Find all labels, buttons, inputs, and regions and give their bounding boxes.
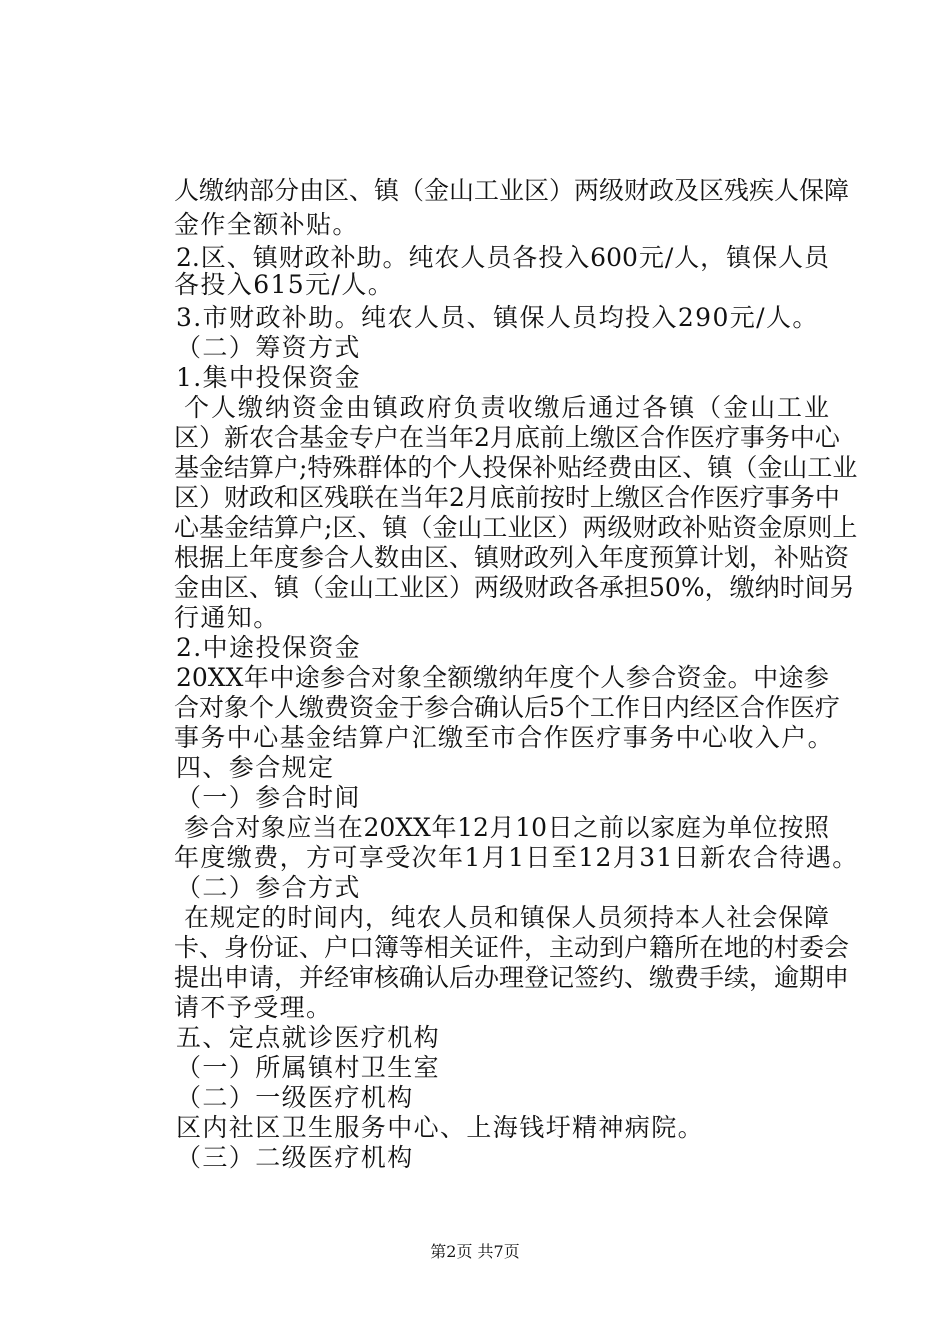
subsection-heading: （一）所属镇村卫生室 — [176, 1053, 441, 1082]
text-line: 区）财政和区残联在当年2月底前按时上缴区合作医疗事务中 — [174, 483, 840, 512]
text-line: 区）新农合基金专户在当年2月底前上缴区合作医疗事务中心 — [174, 423, 840, 452]
subsection-heading: 1.集中投保资金 — [176, 363, 362, 392]
text-line: 20XX年中途参合对象全额缴纳年度个人参合资金。中途参 — [176, 663, 829, 692]
subsection-heading: （二）一级医疗机构 — [176, 1083, 414, 1112]
text-line: 合对象个人缴费资金于参合确认后5个工作日内经区合作医疗 — [174, 693, 840, 722]
text-line: 事务中心基金结算户汇缴至市合作医疗事务中心收入户。 — [174, 723, 835, 752]
text-line: 个人缴纳资金由镇政府负责收缴后通过各镇（金山工业 — [184, 393, 829, 422]
subsection-heading: （三）二级医疗机构 — [176, 1143, 414, 1172]
text-line: 根据上年度参合人数由区、镇财政列入年度预算计划，补贴资 — [174, 543, 850, 572]
text-line: 在规定的时间内，纯农人员和镇保人员须持本人社会保障 — [184, 903, 829, 932]
text-line: 区内社区卫生服务中心、上海钱圩精神病院。 — [176, 1113, 705, 1142]
text-line: 人缴纳部分由区、镇（金山工业区）两级财政及区残疾人保障 — [174, 176, 850, 205]
section-heading: 五、定点就诊医疗机构 — [176, 1023, 441, 1052]
text-line: 心基金结算户;区、镇（金山工业区）两级财政补贴资金原则上 — [174, 513, 858, 542]
section-heading: （二）筹资方式 — [176, 333, 361, 362]
text-line: 请不予受理。 — [174, 993, 333, 1022]
text-line: 2.区、镇财政补助。纯农人员各投入600元/人，镇保人员 — [176, 243, 829, 272]
section-heading: 四、参合规定 — [176, 753, 335, 782]
subsection-heading: （一）参合时间 — [176, 783, 361, 812]
text-line: 金由区、镇（金山工业区）两级财政各承担50%，缴纳时间另 — [174, 573, 855, 602]
subsection-heading: （二）参合方式 — [176, 873, 361, 902]
subsection-heading: 2.中途投保资金 — [176, 633, 362, 662]
text-line: 各投入615元/人。 — [174, 270, 395, 299]
text-line: 年度缴费，方可享受次年1月1日至12月31日新农合待遇。 — [174, 843, 859, 872]
text-line: 卡、身份证、户口簿等相关证件，主动到户籍所在地的村委会 — [174, 933, 850, 962]
text-line: 提出申请，并经审核确认后办理登记签约、缴费手续，逾期申 — [174, 963, 850, 992]
text-line: 参合对象应当在20XX年12月10日之前以家庭为单位按照 — [184, 813, 829, 842]
page-number-footer: 第2页 共7页 — [430, 1242, 520, 1261]
text-line: 基金结算户;特殊群体的个人投保补贴经费由区、镇（金山工业 — [174, 453, 858, 482]
text-line: 行通知。 — [174, 603, 280, 632]
text-line: 金作全额补贴。 — [174, 210, 359, 239]
text-line: 3.市财政补助。纯农人员、镇保人员均投入290元/人。 — [176, 303, 819, 332]
